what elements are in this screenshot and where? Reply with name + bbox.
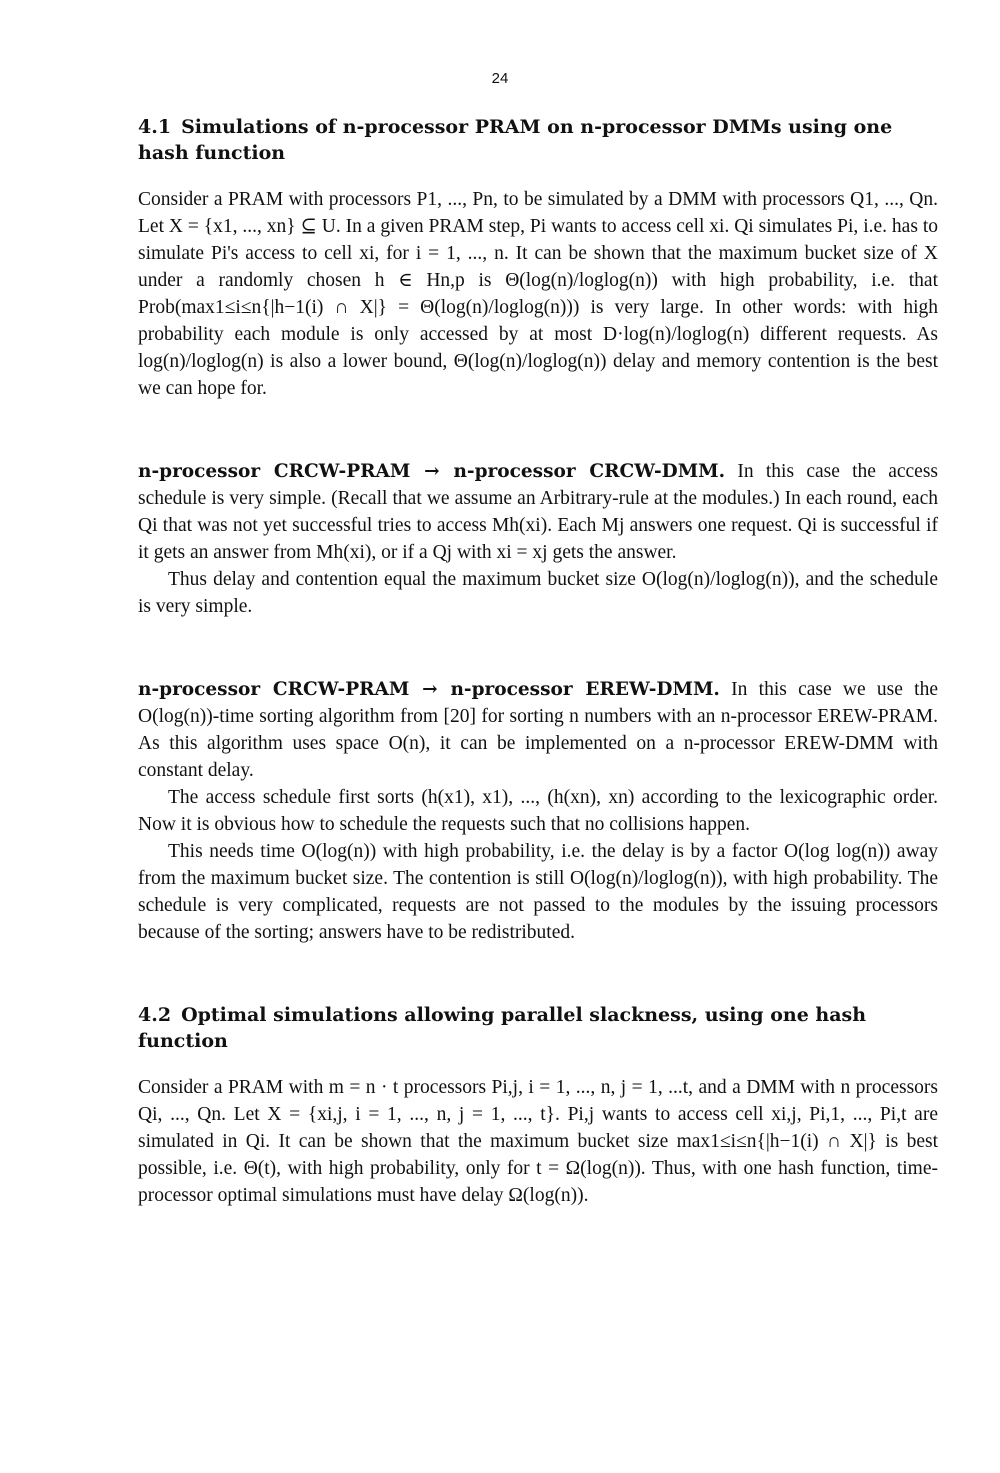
crcw-paragraph-1 bbox=[138, 458, 938, 566]
section-4-1-paragraph: Consider a PRAM with processors P1, ..., Pn, to be simulated by a DMM with processors Q1, ..., Qn. Let X = {x1, ..., xn} ⊆ U. In a given PRAM step, Pi wants to access cell xi. Qi simulates Pi, i.e. has to simulate Pi's access to cell xi, for i = 1, ..., n. It can be shown that the maximum bucket size of X under a randomly chosen h ∈ Hn,p is Θ(log(n)/loglog(n)) with high probability, i.e. that Prob(max1≤i≤n{|h−1(i) ∩ X|} = Θ(log(n)/loglog(n))) is very large. In other words: with high probability each module is only accessed by at most D·log(n)/loglog(n) different requests. As log(n)/loglog(n) is also a lower bound, Θ(log(n)/loglog(n)) delay and memory contention is the best we can hope for. bbox=[138, 189, 938, 399]
section-number: 4.2 bbox=[138, 1004, 172, 1026]
crcw-paragraph-2: Thus delay and contention equal the maximum bucket size O(log(n)/loglog(n)), and the schedule is very simple. bbox=[138, 569, 938, 617]
content bbox=[138, 114, 938, 1209]
erew-paragraph-3: This needs time O(log(n)) with high probability, i.e. the delay is by a factor O(log log(n)) away from the maximum bucket size. The contention is still O(log(n)/loglog(n)), with high probability. The schedule is very complicated, requests are not passed to the modules by the issuing processors because of the sorting; answers have to be redistributed. bbox=[138, 841, 938, 943]
section-4-1-heading bbox=[138, 114, 938, 166]
erew-paragraph-1-text: In this case we use the O(log(n))-time sorting algorithm from [20] for sorting n numbers with an n-processor EREW-PRAM. As this algorithm uses space O(n), it can be implemented on a n-processor EREW-DMM with constant delay. bbox=[138, 679, 938, 781]
section-number: 4.1 bbox=[138, 116, 172, 138]
crcw-run-in-heading: n-processor CRCW-PRAM → n-processor CRCW-DMM. bbox=[138, 461, 726, 482]
erew-run-in-heading: n-processor CRCW-PRAM → n-processor EREW-DMM. bbox=[138, 679, 720, 700]
section-4-2-heading bbox=[138, 1002, 938, 1054]
erew-paragraph-1 bbox=[138, 676, 938, 784]
crcw-paragraph-1-text: In this case the access schedule is very simple. (Recall that we assume an Arbitrary-rule at the modules.) In each round, each Qi that was not yet successful tries to access Mh(xi). Each Mj answers one request. Qi is successful if it gets an answer from Mh(xi), or if a Qj with xi = xj gets the answer. bbox=[138, 461, 939, 563]
section-title: Simulations of n-processor PRAM on n-processor DMMs using one hash function bbox=[138, 116, 893, 164]
page-number: 24 bbox=[491, 70, 509, 87]
erew-paragraph-2: The access schedule first sorts (h(x1), x1), ..., (h(xn), xn) according to the lexicographic order. Now it is obvious how to schedule the requests such that no collisions happen. bbox=[138, 787, 938, 835]
section-4-2-paragraph: Consider a PRAM with m = n · t processors Pi,j, i = 1, ..., n, j = 1, ...t, and a DMM with n processors Qi, ..., Qn. Let X = {xi,j, i = 1, ..., n, j = 1, ..., t}. Pi,j wants to access cell xi,j, Pi,1, ..., Pi,t are simulated in Qi. It can be shown that the maximum bucket size max1≤i≤n{|h−1(i) ∩ X|} is best possible, i.e. Θ(t), with high probability, only for t = Ω(log(n)). Thus, with one hash function, time-processor optimal simulations must have delay Ω(log(n)). bbox=[138, 1077, 938, 1206]
section-title: Optimal simulations allowing parallel slackness, using one hash function bbox=[138, 1004, 867, 1052]
